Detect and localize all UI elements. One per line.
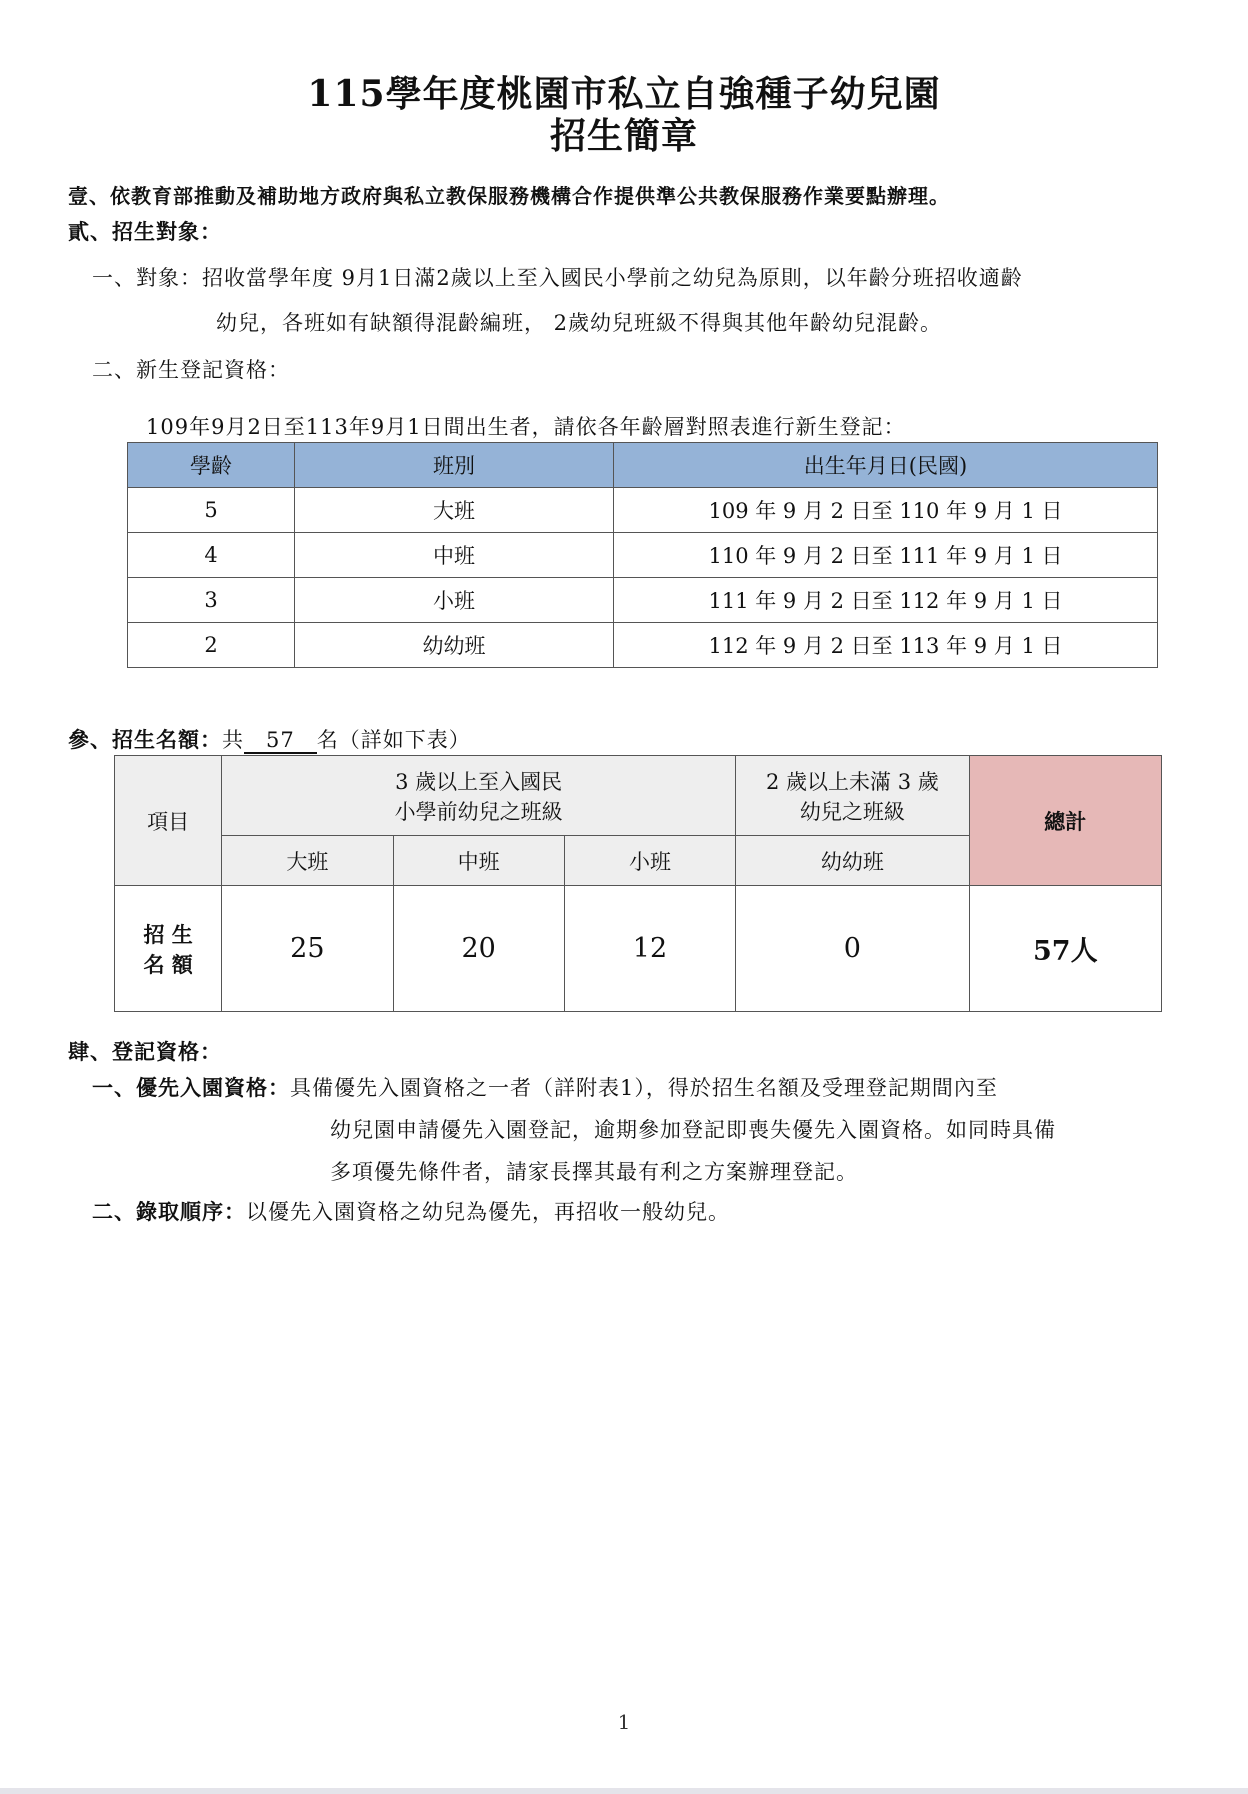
cell-age: 3 — [128, 578, 295, 623]
section-2-item-2: 二、新生登記資格： — [92, 358, 290, 382]
row-label — [115, 886, 222, 1012]
cell-age: 2 — [128, 623, 295, 668]
cell-class: 中班 — [295, 533, 614, 578]
item-1-line-2: 幼兒園申請優先入園登記，逾期參加登記即喪失優先入園資格。如同時具備 — [330, 1118, 1056, 1142]
row-label-line2: 名 額 — [143, 951, 193, 977]
section-3-heading: 參、招生名額： — [68, 727, 222, 752]
page-number: 1 — [617, 1710, 631, 1734]
cell-class: 大班 — [295, 488, 614, 533]
item-1-label: 一、優先入園資格： — [92, 1075, 290, 1100]
header-age: 學齡 — [128, 443, 295, 488]
cell-birthdate: 112 年 9 月 2 日至 113 年 9 月 1 日 — [614, 623, 1158, 668]
document-title: 115學年度桃園市私立自強種子幼兒園 — [307, 73, 941, 115]
age-table — [127, 442, 1158, 668]
section-3-line — [68, 724, 471, 754]
quota-suffix: 名（詳如下表） — [316, 728, 471, 752]
document-subtitle: 招生簡章 — [549, 115, 698, 157]
registration-intro: 109年9月2日至113年9月1日間出生者，請依各年齡層對照表進行新生登記： — [146, 415, 906, 439]
section-1: 壹、依教育部推動及補助地方政府與私立教保服務機構合作提供準公共教保服務作業要點辦理。 — [68, 184, 950, 208]
section-2-item-1-line-2: 幼兒，各班如有缺額得混齡編班， 2歲幼兒班級不得與其他年齡幼兒混齡。 — [216, 311, 943, 335]
quota-toddler: 0 — [736, 886, 969, 1012]
quota-large: 25 — [222, 886, 393, 1012]
bottom-edge — [0, 1788, 1248, 1794]
header-class-toddler: 幼幼班 — [736, 836, 969, 886]
cell-class: 幼幼班 — [295, 623, 614, 668]
item-2-text: 以優先入園資格之幼兒為優先，再招收一般幼兒。 — [246, 1200, 730, 1224]
header-group-2plus — [736, 756, 969, 836]
cell-age: 5 — [128, 488, 295, 533]
header-class-small: 小班 — [564, 836, 735, 886]
header-total: 總計 — [969, 756, 1161, 886]
section-4-item-1 — [92, 1072, 998, 1102]
section-2-heading: 貳、招生對象： — [68, 219, 222, 244]
quota-row — [115, 886, 1162, 1012]
table-row — [128, 533, 1158, 578]
section-2-item-1-line-1: 一、對象：招收當學年度 9月1日滿2歲以上至入國民小學前之幼兒為原則，以年齡分班招收適齡 — [92, 266, 1023, 290]
header-group-3plus — [222, 756, 736, 836]
header-class-middle: 中班 — [393, 836, 564, 886]
quota-table — [114, 755, 1162, 1012]
item-1-line-1: 具備優先入園資格之一者（詳附表1），得於招生名額及受理登記期間內至 — [290, 1076, 998, 1100]
table-row — [128, 623, 1158, 668]
section-4-item-2 — [92, 1196, 730, 1226]
quota-total: 57 — [244, 728, 317, 754]
cell-birthdate: 110 年 9 月 2 日至 111 年 9 月 1 日 — [614, 533, 1158, 578]
header-item: 項目 — [115, 756, 222, 886]
quota-total-value: 57人 — [969, 886, 1161, 1012]
age-table-header — [128, 443, 1158, 488]
cell-age: 4 — [128, 533, 295, 578]
header-class-large: 大班 — [222, 836, 393, 886]
table-row — [128, 488, 1158, 533]
cell-class: 小班 — [295, 578, 614, 623]
cell-birthdate: 109 年 9 月 2 日至 110 年 9 月 1 日 — [614, 488, 1158, 533]
item-2-label: 二、錄取順序： — [92, 1199, 246, 1224]
cell-birthdate: 111 年 9 月 2 日至 112 年 9 月 1 日 — [614, 578, 1158, 623]
group2-line1: 2 歲以上未滿 3 歲 — [765, 769, 939, 794]
group1-line1: 3 歲以上至入國民 — [395, 769, 563, 794]
row-label-line1: 招 生 — [143, 921, 193, 947]
quota-middle: 20 — [393, 886, 564, 1012]
header-birthdate: 出生年月日(民國) — [614, 443, 1158, 488]
quota-small: 12 — [564, 886, 735, 1012]
group1-line2: 小學前幼兒之班級 — [394, 799, 563, 824]
header-class: 班別 — [295, 443, 614, 488]
group2-line2: 幼兒之班級 — [799, 799, 905, 824]
item-1-line-3: 多項優先條件者，請家長擇其最有利之方案辦理登記。 — [330, 1160, 858, 1184]
table-row — [128, 578, 1158, 623]
quota-prefix: 共 — [222, 728, 244, 752]
section-4-heading: 肆、登記資格： — [68, 1039, 222, 1064]
